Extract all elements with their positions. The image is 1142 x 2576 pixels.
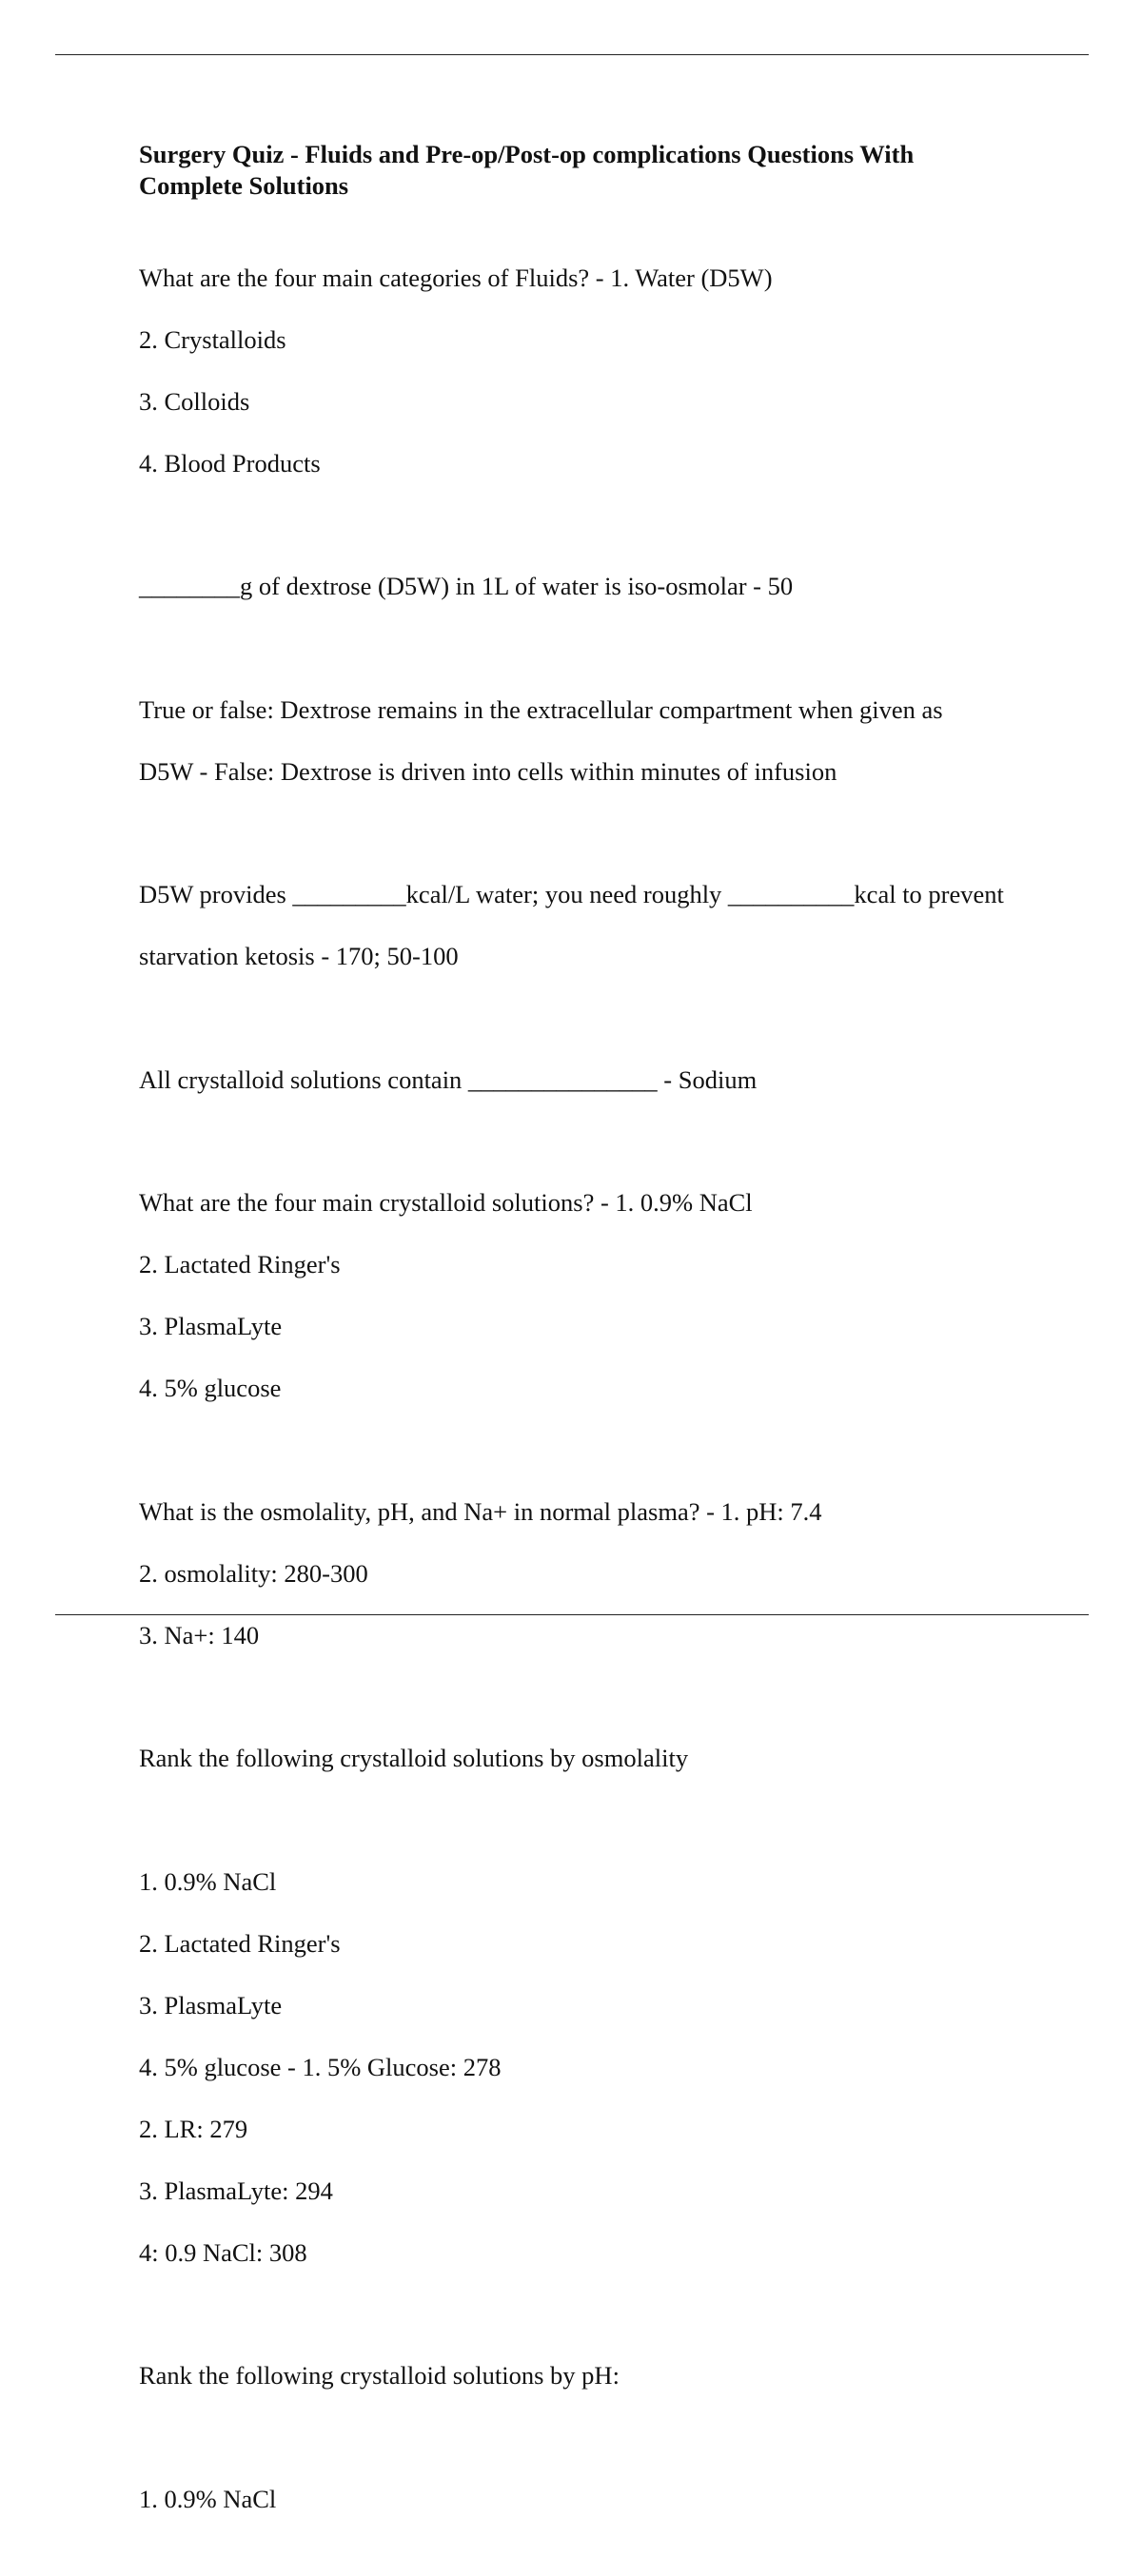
qa-block-normal-plasma bbox=[139, 1465, 1053, 1682]
qa-line: 4: 0.9 NaCl: 308 bbox=[139, 2237, 307, 2267]
qa-block-rank-ph-question bbox=[139, 2330, 1053, 2423]
qa-line: What is the osmolality, pH, and Na+ in normal plasma? - 1. pH: 7.4 bbox=[139, 1496, 822, 1526]
qa-line: 2. Lactated Ringer's bbox=[139, 1250, 341, 1278]
qa-line: 2. LR: 279 bbox=[139, 2114, 248, 2143]
qa-line: starvation ketosis - 170; 50-100 bbox=[139, 942, 459, 970]
title-line: Surgery Quiz - Fluids and Pre-op/Post-op complications Questions With bbox=[139, 140, 915, 168]
qa-block-rank-ph-list bbox=[139, 2452, 1053, 2546]
document-body bbox=[139, 139, 1053, 2576]
qa-block-d5w-kcal bbox=[139, 849, 1053, 1004]
qa-line: Rank the following crystalloid solutions by pH: bbox=[139, 2361, 620, 2390]
qa-line: 3. PlasmaLyte: 294 bbox=[139, 2176, 333, 2205]
qa-block-crystalloid-solutions bbox=[139, 1157, 1053, 1435]
qa-line: D5W - False: Dextrose is driven into cells within minutes of infusion bbox=[139, 756, 837, 786]
document-title bbox=[139, 139, 1053, 201]
qa-line: 4. 5% glucose bbox=[139, 1374, 282, 1402]
qa-line: What are the four main categories of Fluids? - 1. Water (D5W) bbox=[139, 263, 773, 292]
qa-line: 2. osmolality: 280-300 bbox=[139, 1558, 368, 1588]
qa-line: 3. Colloids bbox=[139, 386, 250, 416]
qa-block-fluid-categories bbox=[139, 231, 1053, 510]
qa-line: D5W provides _________kcal/L water; you need roughly __________kcal to prevent bbox=[139, 880, 1004, 908]
title-line: Complete Solutions bbox=[139, 170, 349, 200]
qa-line: ________g of dextrose (D5W) in 1L of water is iso-osmolar - 50 bbox=[139, 572, 794, 600]
qa-block-crystalloid-sodium bbox=[139, 1033, 1053, 1126]
qa-block-rank-osmolality-list bbox=[139, 1835, 1053, 2299]
qa-line: 4. Blood Products bbox=[139, 448, 321, 478]
qa-line: 4. 5% glucose - 1. 5% Glucose: 278 bbox=[139, 2052, 502, 2081]
qa-line: 3. PlasmaLyte bbox=[139, 1990, 283, 2020]
footer-rule bbox=[55, 1614, 1089, 1615]
qa-line: Rank the following crystalloid solutions by osmolality bbox=[139, 1744, 689, 1772]
qa-line: 3. Na+: 140 bbox=[139, 1620, 260, 1649]
qa-line: 1. 0.9% NaCl bbox=[139, 2484, 277, 2513]
qa-line: 2. Crystalloids bbox=[139, 324, 286, 354]
qa-line: 3. PlasmaLyte bbox=[139, 1312, 283, 1340]
qa-block-rank-osmolality-question bbox=[139, 1712, 1053, 1805]
qa-line: 1. 0.9% NaCl bbox=[139, 1866, 277, 1896]
header-rule bbox=[55, 54, 1089, 55]
qa-block-dextrose-compartment bbox=[139, 663, 1053, 818]
qa-line: What are the four main crystalloid solutions? - 1. 0.9% NaCl bbox=[139, 1188, 753, 1217]
qa-line: 2. Lactated Ringer's bbox=[139, 1928, 341, 1958]
qa-line: True or false: Dextrose remains in the extracellular compartment when given as bbox=[139, 694, 943, 724]
qa-block-dextrose-iso-osmolar bbox=[139, 540, 1053, 634]
qa-line: All crystalloid solutions contain _______________ - Sodium bbox=[139, 1064, 758, 1094]
